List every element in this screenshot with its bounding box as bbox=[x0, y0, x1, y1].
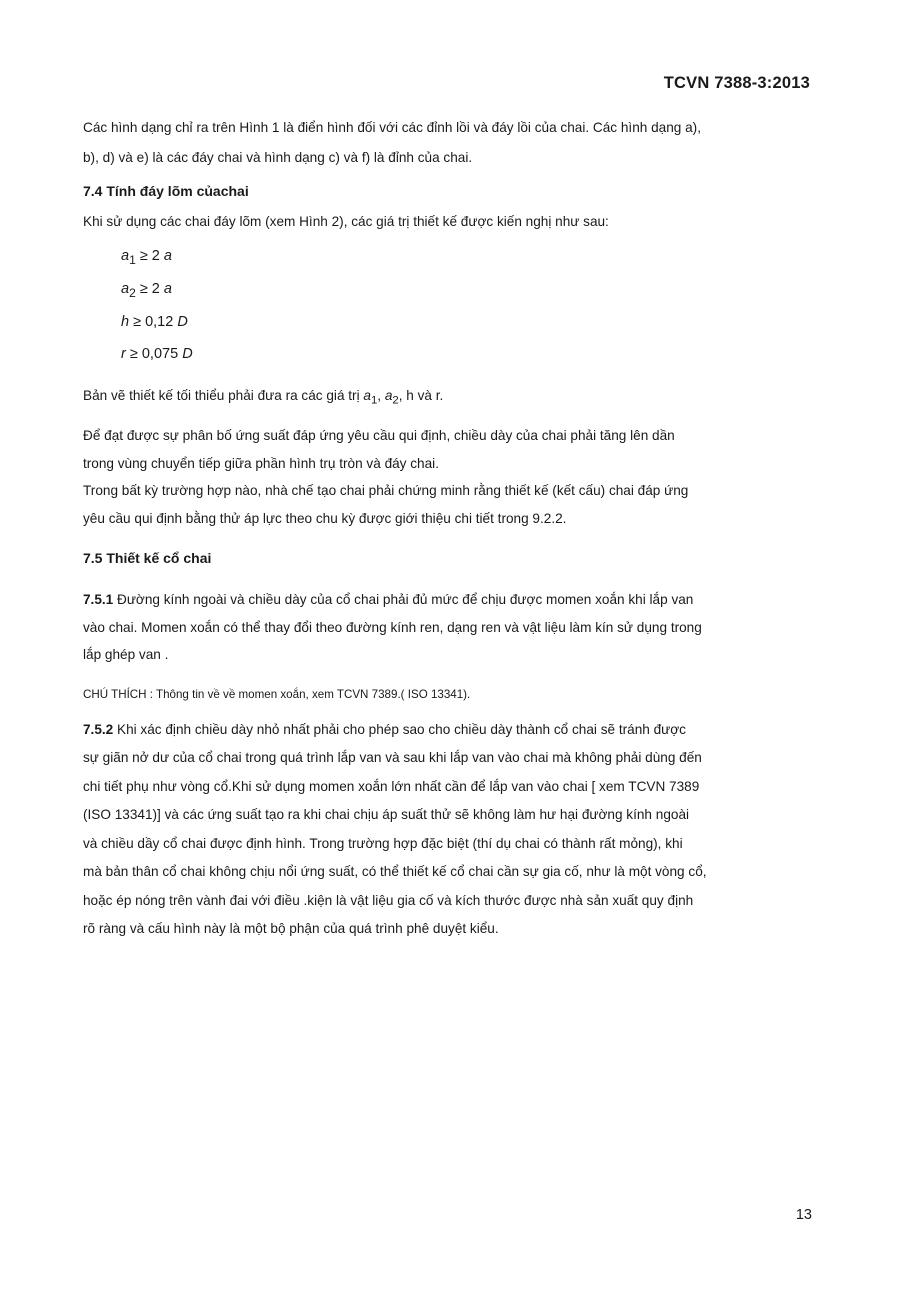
section-heading-7-5: 7.5 Thiết kế cổ chai bbox=[83, 550, 212, 566]
paragraph-line: b), d) và e) là các đáy chai và hình dạng c) và f) là đỉnh của chai. bbox=[83, 150, 473, 165]
formula-unit: D bbox=[177, 314, 188, 330]
text-fragment: , bbox=[377, 388, 385, 403]
text-fragment: Khi xác định chiều dày nhỏ nhất phải cho phép sao cho chiều dày thành cổ chai sẽ tránh được bbox=[113, 722, 686, 737]
formula-rel: ≥ 0,075 bbox=[125, 346, 183, 362]
paragraph-line bbox=[83, 722, 686, 737]
formula-unit: D bbox=[182, 346, 193, 362]
formula-var: r bbox=[121, 346, 126, 362]
paragraph-line: trong vùng chuyển tiếp giữa phần hình trụ tròn và đáy chai. bbox=[83, 456, 439, 471]
text-fragment: Bản vẽ thiết kế tối thiểu phải đưa ra các giá trị bbox=[83, 388, 364, 403]
paragraph-line: Các hình dạng chỉ ra trên Hình 1 là điển hình đối với các đỉnh lồi và đáy lồi của chai. Các hình dạng a), bbox=[83, 120, 701, 135]
note-line: CHÚ THÍCH : Thông tin về về momen xoắn, xem TCVN 7389.( ISO 13341). bbox=[83, 688, 471, 701]
paragraph-line: mà bản thân cổ chai không chịu nổi ứng suất, có thể thiết kế cổ chai cần sự gia cố, như là một vòng cổ, bbox=[83, 864, 707, 879]
symbol-a: a bbox=[384, 388, 393, 403]
formula-var: h bbox=[121, 314, 130, 330]
paragraph-line: rõ ràng và cấu hình này là một bộ phận của quá trình phê duyệt kiểu. bbox=[83, 921, 499, 936]
formula-a1 bbox=[121, 248, 172, 267]
paragraph-line: Trong bất kỳ trường hợp nào, nhà chế tạo chai phải chứng minh rằng thiết kế (kết cấu) chai đáp ứng bbox=[83, 483, 689, 498]
clause-number: 7.5.1 bbox=[83, 592, 114, 607]
formula-rel: ≥ 2 bbox=[135, 281, 164, 297]
paragraph-line bbox=[83, 592, 693, 607]
paragraph-line: và chiều dầy cổ chai được định hình. Trong trường hợp đặc biệt (thí dụ chai có thành rất mỏng), khi bbox=[83, 836, 683, 851]
document-code-header: TCVN 7388-3:2013 bbox=[663, 74, 810, 92]
symbol-sub: 2 bbox=[392, 394, 399, 407]
paragraph-line: (ISO 13341)] và các ứng suất tạo ra khi chai chịu áp suất thử sẽ không làm hư hại đường kính ngoài bbox=[83, 807, 690, 822]
formula-h bbox=[121, 314, 188, 330]
formula-a2 bbox=[121, 281, 172, 300]
paragraph-line: hoặc ép nóng trên vành đai với điều .kiện là vật liệu gia cố và kích thước được nhà sản xuất quy định bbox=[83, 893, 694, 908]
paragraph-line: Để đạt được sự phân bố ứng suất đáp ứng yêu cầu qui định, chiều dày của chai phải tăng lên dần bbox=[83, 428, 675, 443]
drawing-requirement-line bbox=[83, 388, 443, 407]
section-heading-7-4: 7.4 Tính đáy lõm củachai bbox=[83, 183, 249, 199]
formula-r bbox=[121, 346, 193, 362]
paragraph-line: Khi sử dụng các chai đáy lõm (xem Hình 2), các giá trị thiết kế được kiến nghị như sau: bbox=[83, 214, 609, 229]
formula-unit: a bbox=[163, 281, 172, 297]
formula-sub: 2 bbox=[129, 285, 136, 300]
clause-number: 7.5.2 bbox=[83, 722, 114, 737]
paragraph-line: yêu cầu qui định bằng thử áp lực theo chu kỳ được giới thiệu chi tiết trong 9.2.2. bbox=[83, 511, 567, 526]
paragraph-line: sự giãn nở dư của cổ chai trong quá trình lắp van và sau khi lắp van vào chai mà không phải dùng đến bbox=[83, 750, 702, 765]
paragraph-line: chi tiết phụ như vòng cổ.Khi sử dụng momen xoắn lớn nhất cần để lắp van vào chai [ xem TCVN 7389 bbox=[83, 779, 700, 794]
formula-sub: 1 bbox=[129, 252, 136, 267]
text-fragment: , h và r. bbox=[398, 388, 444, 403]
paragraph-line: lắp ghép van . bbox=[83, 647, 169, 662]
formula-rel: ≥ 2 bbox=[135, 248, 164, 264]
formula-unit: a bbox=[163, 248, 172, 264]
page-number: 13 bbox=[795, 1207, 812, 1223]
formula-rel: ≥ 0,12 bbox=[129, 314, 178, 330]
symbol-sub: 1 bbox=[370, 394, 378, 407]
formula-var: a bbox=[121, 281, 130, 297]
text-fragment: Đường kính ngoài và chiều dày của cổ chai phải đủ mức để chịu được momen xoắn khi lắp van bbox=[113, 592, 694, 607]
paragraph-line: vào chai. Momen xoắn có thể thay đổi theo đường kính ren, dạng ren và vật liệu làm kín sử dụng trong bbox=[83, 620, 702, 635]
formula-var: a bbox=[121, 248, 130, 264]
symbol-a: a bbox=[363, 388, 371, 403]
